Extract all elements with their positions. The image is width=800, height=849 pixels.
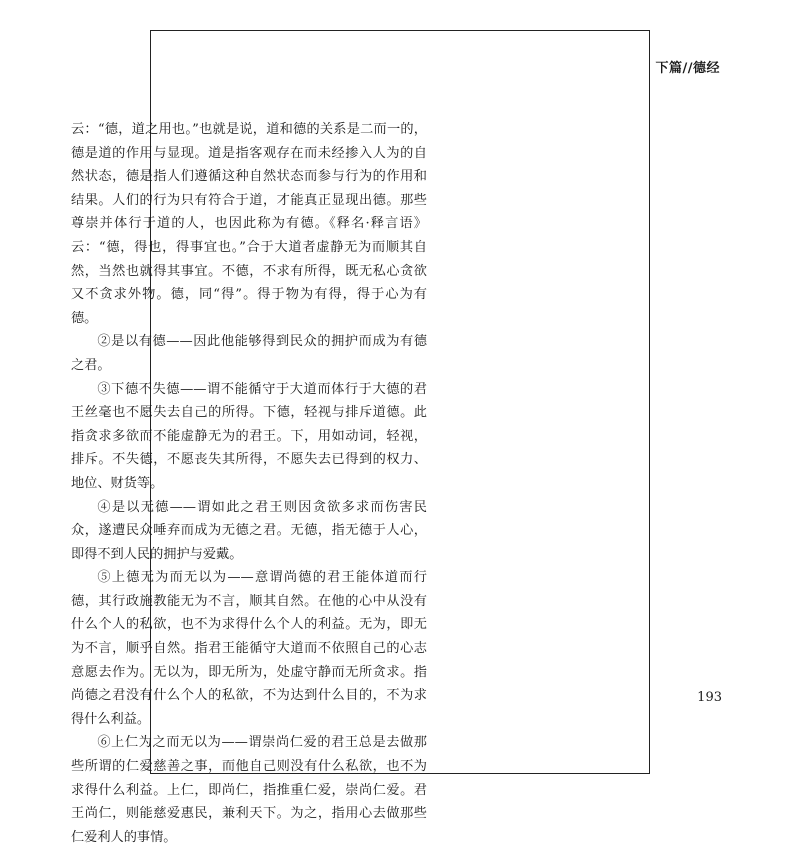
annotation-2: ②是以有德——因此他能够得到民众的拥护而成为有德之君。 <box>71 334 427 373</box>
annotation-5: ⑤上德无为而无以为——意谓尚德的君王能体道而行德，其行政施教能无为不言，顺其自然。在他的心中从没有什么个人的私欲，也不为求得什么个人的利益。无为，即无为不言，顺乎自然。指君王能循守大道而不依照自己的心志意愿去作为。无以为，即无所为，处虚守静而无所贪求。指尚德之君没有什么个人的私欲，不为达到什么目的，不为求得什么利益。 <box>71 570 427 727</box>
annotation-4: ④是以无德——谓如此之君王则因贪欲多求而伤害民众，遂遭民众唾弃而成为无德之君。无德，指无德于人心，即得不到人民的拥护与爱戴。 <box>71 499 427 562</box>
annotation-3: ③下德不失德——谓不能循守于大道而体行于大德的君王丝毫也不愿失去自己的所得。下德，轻视与排斥道德。此指贪求多欲而不能虚静无为的君王。下，用如动词，轻视，排斥。不失德，不愿丧失其所得，不愿失去已得到的权力、地位、财货等。 <box>71 381 427 491</box>
paragraph-continuation: 云：“德，道之用也。”也就是说，道和德的关系是二而一的，德是道的作用与显现。道是指客观存在而未经掺入人为的自然状态，德是指人们遵循这种自然状态而参与行为的作用和结果。人们的行为只有符合于道，才能真正显现出德。那些尊崇并体行于道的人，也因此称为有德。《释名·释言语》云：“德，得也，得事宜也。”合于大道者虚静无为而顺其自然，当然也就得其事宜。不德，不求有所得，既无私心贪欲又不贪求外物。德，同“得”。得于物为有得，得于心为有德。 <box>71 122 427 326</box>
page-body-text <box>71 118 427 849</box>
running-header: 下篇//德经 <box>655 61 720 76</box>
annotation-6: ⑥上仁为之而无以为——谓崇尚仁爱的君王总是去做那些所谓的仁爱慈善之事，而他自己则没有什么私欲，也不为求得什么利益。上仁，即尚仁，指推重仁爱，崇尚仁爱。君王尚仁，则能慈爱惠民，兼利天下。为之，指用心去做那些仁爱利人的事情。 <box>71 735 427 845</box>
page-number: 193 <box>697 690 722 705</box>
